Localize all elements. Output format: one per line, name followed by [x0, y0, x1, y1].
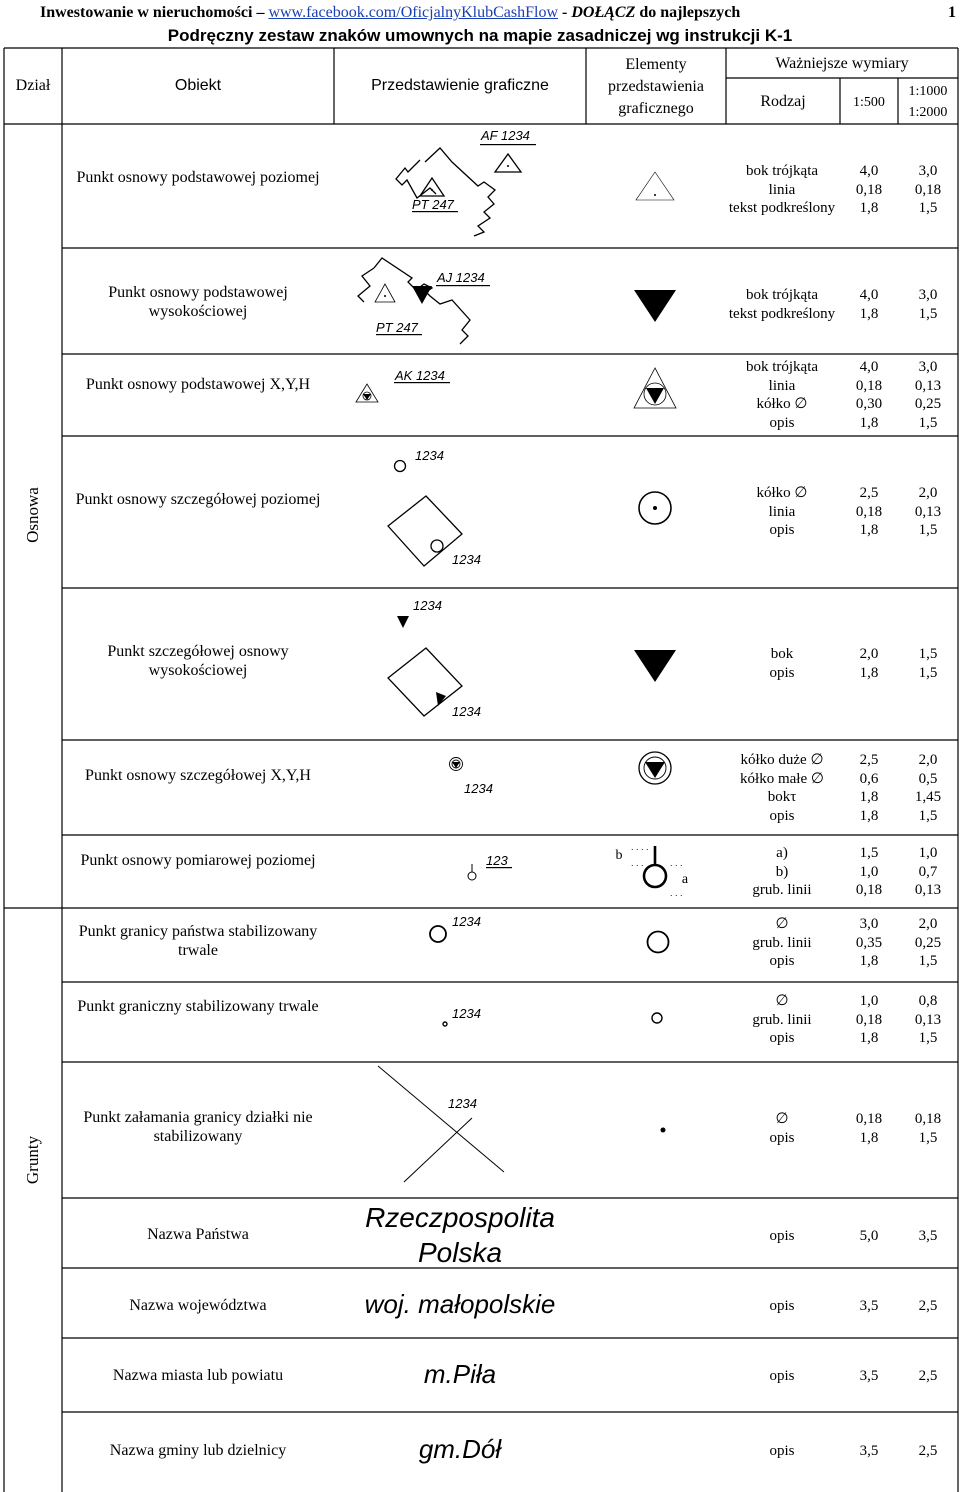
page-title: Podręczny zestaw znaków umownych na mapie zasadniczej wg instrukcji K-1: [167, 26, 793, 45]
s500-3: 4,0 0,18 0,30 1,8: [855, 359, 883, 431]
header-sep: -: [562, 4, 568, 21]
col-scale-2000: 1:2000: [908, 105, 948, 120]
label-1234-r5a: 1234: [413, 598, 442, 613]
symbol-row8: [430, 926, 669, 953]
label-af1234: AF 1234: [481, 128, 530, 143]
s1000-12: 2,5: [918, 1298, 938, 1314]
col-obiekt: Obiekt: [174, 77, 222, 94]
s500-6: 2,5 0,6 1,8 1,8: [859, 752, 879, 824]
join-text: DOŁĄCZ: [571, 4, 636, 21]
name-panstwa: Rzeczpospolita Polska: [365, 1202, 555, 1268]
name-wojewodztwa: woj. małopolskie: [364, 1289, 556, 1319]
s1000-7: 1,0 0,7 0,13: [914, 845, 942, 898]
s1000-13: 2,5: [918, 1368, 938, 1384]
label-a-r7: a: [681, 872, 689, 887]
s1000-6: 2,0 0,5 1,45 1,5: [914, 752, 942, 824]
obiekt-9: Punkt graniczny stabilizowany trwale: [77, 998, 319, 1015]
rodzaj-9: ∅ grub. linii opis: [752, 993, 812, 1046]
symbol-row4: [388, 461, 671, 567]
obiekt-4: Punkt osnowy szczegółowej poziomej: [75, 491, 321, 508]
s500-7: 1,5 1,0 0,18: [855, 845, 883, 898]
col-scale-500: 1:500: [853, 95, 885, 110]
col-dzial: Dział: [15, 77, 51, 94]
header-suffix: do najlepszych: [639, 4, 741, 21]
s1000-3: 3,0 0,13 0,25 1,5: [914, 359, 942, 431]
label-1234-r5b: 1234: [452, 704, 481, 719]
label-ak1234: AK 1234: [395, 368, 445, 383]
obiekt-3: Punkt osnowy podstawowej X,Y,H: [85, 376, 311, 393]
label-1234-r10: 1234: [448, 1096, 477, 1111]
rodzaj-12: opis: [769, 1298, 795, 1314]
obiekt-6: Punkt osnowy szczegółowej X,Y,H: [85, 767, 311, 784]
label-pt247-a: PT 247: [412, 197, 454, 212]
s1000-2: 3,0 1,5: [918, 287, 938, 322]
col-wymiary: Ważniejsze wymiary: [775, 55, 909, 72]
label-1234-r6: 1234: [464, 781, 493, 796]
label-b-r7: b: [615, 848, 623, 863]
obiekt-1: Punkt osnowy podstawowej poziomej: [76, 169, 320, 186]
label-123-r7: 123: [486, 853, 508, 868]
s500-14: 3,5: [859, 1443, 879, 1459]
s1000-11: 3,5: [918, 1228, 938, 1244]
rodzaj-3: bok trójkąta linia kółko ∅ opis: [745, 359, 819, 431]
rodzaj-14: opis: [769, 1443, 795, 1459]
s500-10: 0,18 1,8: [855, 1111, 883, 1146]
s1000-1: 3,0 0,18 1,5: [914, 163, 942, 216]
s1000-10: 0,18 1,5: [914, 1111, 942, 1146]
col-grafika: Przedstawienie graficzne: [371, 77, 549, 94]
rodzaj-5: bok opis: [769, 646, 795, 681]
s500-4: 2,5 0,18 1,8: [855, 485, 883, 538]
name-miasta: m.Piła: [423, 1359, 497, 1389]
svg-text:. . .: . . .: [670, 888, 683, 898]
obiekt-7: Punkt osnowy pomiarowej poziomej: [80, 852, 316, 869]
s500-13: 3,5: [859, 1368, 879, 1384]
symbol-row10: [378, 1066, 504, 1182]
rodzaj-6: kółko duże ∅ kółko małe ∅ bokτ opis: [740, 752, 824, 824]
s500-5: 2,0 1,8: [859, 646, 879, 681]
name-gminy: gm.Dół: [418, 1434, 502, 1464]
s1000-4: 2,0 0,13 1,5: [914, 485, 942, 538]
header-prefix: Inwestowanie w nieruchomości –: [40, 4, 265, 21]
obiekt-14: Nazwa gminy lub dzielnicy: [109, 1442, 287, 1459]
col-elementy: Elementy przedstawienia graficznego: [608, 56, 704, 117]
s500-11: 5,0: [859, 1228, 879, 1244]
s1000-14: 2,5: [918, 1443, 938, 1459]
rodzaj-8: ∅ grub. linii opis: [752, 916, 812, 969]
obiekt-5: Punkt szczegółowej osnowy wysokościowej: [107, 643, 289, 679]
obiekt-11: Nazwa Państwa: [147, 1226, 249, 1243]
s500-2: 4,0 1,8: [859, 287, 879, 322]
svg-text:. . . .: . . . .: [631, 842, 649, 852]
obiekt-13: Nazwa miasta lub powiatu: [112, 1367, 284, 1384]
s500-9: 1,0 0,18 1,8: [855, 993, 883, 1046]
label-1234-r4a: 1234: [415, 448, 444, 463]
symbol-row1: [396, 148, 674, 236]
rodzaj-1: bok trójkąta linia tekst podkreślony: [728, 163, 836, 216]
svg-text:. . .: . . .: [670, 858, 683, 868]
s1000-9: 0,8 0,13 1,5: [914, 993, 942, 1046]
obiekt-10: Punkt załamania granicy działki nie stabilizowany: [83, 1109, 313, 1145]
facebook-link[interactable]: www.facebook.com/OficjalnyKlubCashFlow: [268, 4, 559, 21]
rodzaj-7: a) b) grub. linii: [752, 845, 812, 898]
rodzaj-2: bok trójkąta tekst podkreślony: [728, 287, 836, 322]
rodzaj-4: kółko ∅ linia opis: [756, 485, 808, 538]
rodzaj-11: opis: [769, 1228, 795, 1244]
s1000-5: 1,5 1,5: [918, 646, 938, 681]
page-number: 1: [948, 4, 956, 21]
symbol-row5: [388, 648, 462, 716]
label-aj1234: AJ 1234: [437, 270, 485, 285]
col-rodzaj: Rodzaj: [760, 93, 806, 110]
rodzaj-13: opis: [769, 1368, 795, 1384]
symbol-row6: [450, 752, 672, 784]
s500-12: 3,5: [859, 1298, 879, 1314]
obiekt-8: Punkt granicy państwa stabilizowany trwale: [78, 923, 318, 959]
section-grunty: Grunty: [23, 1135, 42, 1185]
svg-text:. . .: . . .: [631, 858, 644, 868]
obiekt-12: Nazwa województwa: [129, 1297, 267, 1314]
label-1234-r4b: 1234: [452, 552, 481, 567]
section-osnowa: Osnowa: [23, 487, 42, 543]
s1000-8: 2,0 0,25 1,5: [914, 916, 942, 969]
col-scale-1000: 1:1000: [908, 84, 948, 99]
s500-8: 3,0 0,35 1,8: [855, 916, 883, 969]
label-1234-r9: 1234: [452, 1006, 481, 1021]
label-1234-r8: 1234: [452, 914, 481, 929]
obiekt-2: Punkt osnowy podstawowej wysokościowej: [108, 284, 288, 320]
label-pt247-b: PT 247: [376, 320, 418, 335]
s500-1: 4,0 0,18 1,8: [855, 163, 883, 216]
rodzaj-10: ∅ opis: [769, 1111, 795, 1146]
